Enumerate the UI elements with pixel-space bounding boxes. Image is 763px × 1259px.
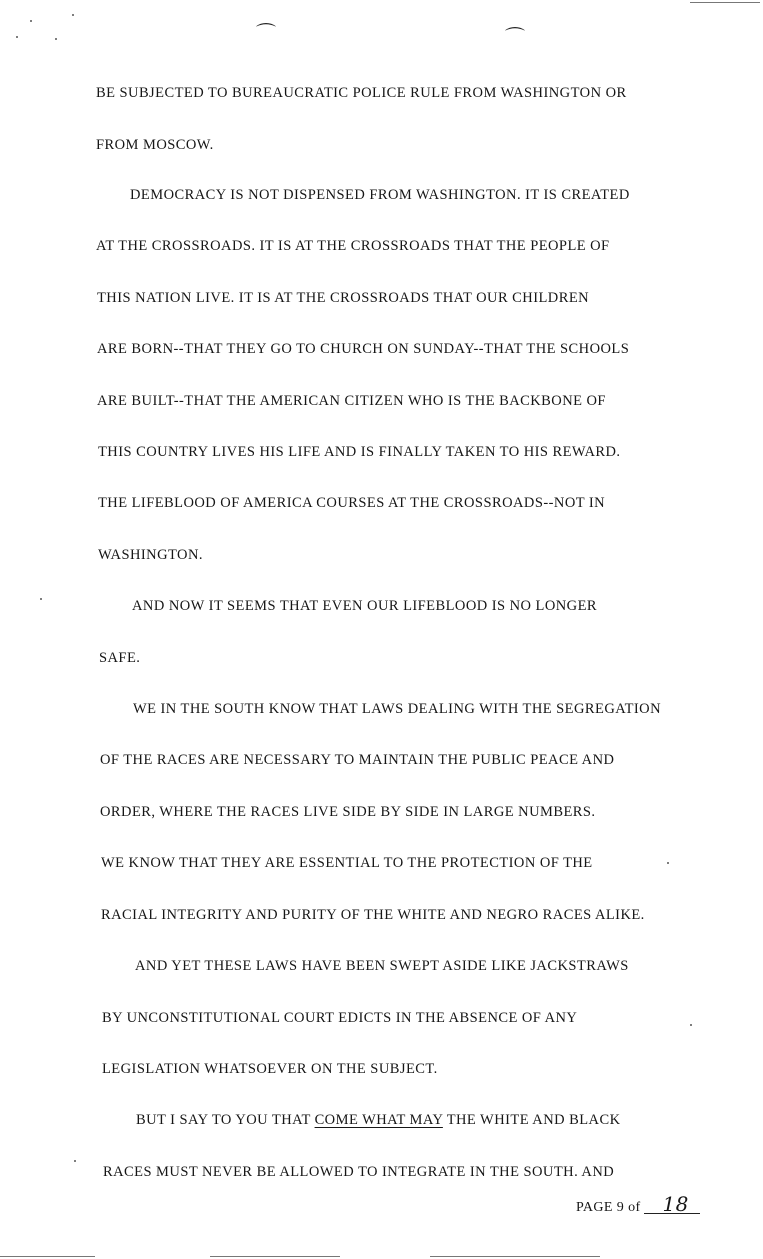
scan-speck <box>690 1024 692 1026</box>
scan-edge-line <box>0 1256 95 1257</box>
scan-speck <box>40 598 42 600</box>
text-line: THE LIFEBLOOD OF AMERICA COURSES AT THE CROSSROADS--NOT IN <box>98 495 606 511</box>
text-line: ARE BORN--THAT THEY GO TO CHURCH ON SUNDAY--THAT THE SCHOOLS <box>97 341 630 357</box>
text-segment: THE WHITE AND BLACK <box>442 1112 621 1128</box>
text-line: RACIAL INTEGRITY AND PURITY OF THE WHITE AND NEGRO RACES ALIKE. <box>101 907 645 923</box>
scan-edge-line <box>690 2 760 3</box>
page-number <box>576 1192 700 1216</box>
scan-edge-line <box>430 1256 600 1257</box>
text-line: LEGISLATION WHATSOEVER ON THE SUBJECT. <box>102 1061 438 1077</box>
scan-edge-line <box>210 1256 340 1257</box>
text-line: AND YET THESE LAWS HAVE BEEN SWEPT ASIDE LIKE JACKSTRAWS <box>135 958 629 974</box>
scan-speck <box>55 38 57 40</box>
text-line: OF THE RACES ARE NECESSARY TO MAINTAIN THE PUBLIC PEACE AND <box>100 752 615 768</box>
text-line: ORDER, WHERE THE RACES LIVE SIDE BY SIDE IN LARGE NUMBERS. <box>100 804 596 820</box>
scan-speck <box>667 862 669 864</box>
text-line: FROM MOSCOW. <box>96 137 214 153</box>
editing-mark-left: ⌒ <box>256 23 276 45</box>
text-line: AND NOW IT SEEMS THAT EVEN OUR LIFEBLOOD IS NO LONGER <box>132 598 598 614</box>
text-line: THIS NATION LIVE. IT IS AT THE CROSSROADS THAT OUR CHILDREN <box>97 290 590 306</box>
text-segment: BUT I SAY TO YOU THAT <box>136 1112 315 1128</box>
text-line: ARE BUILT--THAT THE AMERICAN CITIZEN WHO IS THE BACKBONE OF <box>97 393 606 409</box>
text-line <box>136 1111 621 1129</box>
scan-speck <box>74 1160 76 1162</box>
text-line: BE SUBJECTED TO BUREAUCRATIC POLICE RULE FROM WASHINGTON OR <box>96 85 627 101</box>
scan-speck <box>16 36 18 38</box>
editing-mark-right: ⌒ <box>505 27 525 49</box>
text-line: RACES MUST NEVER BE ALLOWED TO INTEGRATE IN THE SOUTH. AND <box>103 1164 615 1180</box>
handwritten-page-total: 18 <box>644 1195 700 1214</box>
scan-speck <box>30 20 32 22</box>
text-line: THIS COUNTRY LIVES HIS LIFE AND IS FINALLY TAKEN TO HIS REWARD. <box>98 444 621 460</box>
text-line: WE IN THE SOUTH KNOW THAT LAWS DEALING WITH THE SEGREGATION <box>133 701 662 717</box>
text-line: WASHINGTON. <box>98 547 203 563</box>
text-line: DEMOCRACY IS NOT DISPENSED FROM WASHINGTON. IT IS CREATED <box>130 187 630 203</box>
underlined-phrase: COME WHAT MAY <box>314 1112 443 1128</box>
text-line: SAFE. <box>99 650 141 666</box>
text-line: AT THE CROSSROADS. IT IS AT THE CROSSROADS THAT THE PEOPLE OF <box>96 238 610 254</box>
text-line: WE KNOW THAT THEY ARE ESSENTIAL TO THE PROTECTION OF THE <box>101 855 593 871</box>
page-label: PAGE 9 of <box>576 1200 641 1215</box>
text-line: BY UNCONSTITUTIONAL COURT EDICTS IN THE ABSENCE OF ANY <box>102 1010 578 1026</box>
scan-speck <box>72 14 74 16</box>
